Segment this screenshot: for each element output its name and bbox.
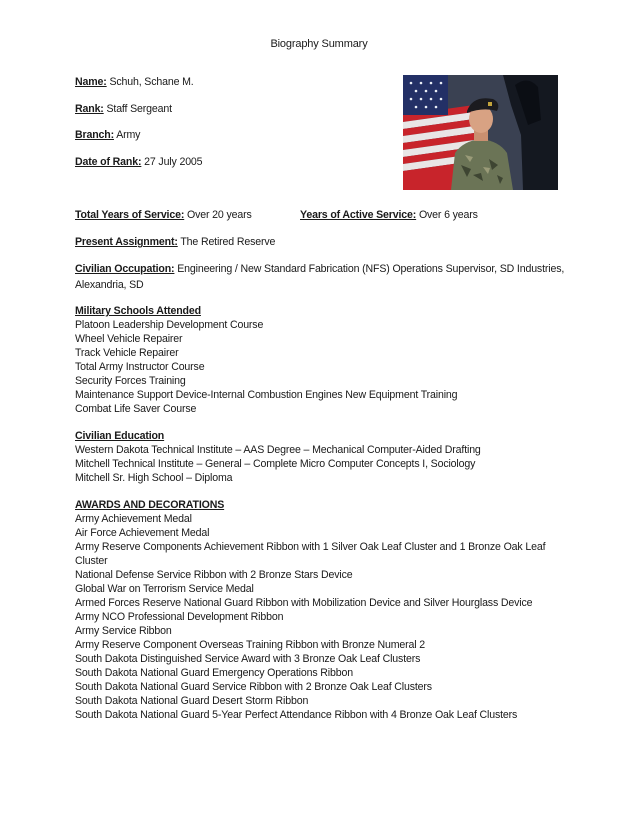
list-item: South Dakota Distinguished Service Award with 3 Bronze Oak Leaf Clusters xyxy=(75,653,421,665)
list-item: Army NCO Professional Development Ribbon xyxy=(75,611,284,623)
list-item: South Dakota National Guard Service Ribbon with 2 Bronze Oak Leaf Clusters xyxy=(75,681,432,693)
list-item: Track Vehicle Repairer xyxy=(75,347,179,359)
name-label: Name: xyxy=(75,76,107,88)
active-service-row xyxy=(300,209,478,221)
list-item: Army Reserve Components Achievement Ribbon with 1 Silver Oak Leaf Cluster and 1 Bronze Oak Leaf Cluster xyxy=(75,541,546,567)
civilian-occupation-label: Civilian Occupation: xyxy=(75,263,175,275)
active-service-value: Over 6 years xyxy=(418,209,478,221)
list-item: Global War on Terrorism Service Medal xyxy=(75,583,254,595)
list-item: Western Dakota Technical Institute – AAS Degree – Mechanical Computer-Aided Drafting xyxy=(75,444,481,456)
civilian-occupation-value: Engineering / New Standard Fabrication (NFS) Operations Supervisor, SD Industries, Alexandria, SD xyxy=(75,263,565,291)
rank-row xyxy=(75,103,172,115)
list-item: Wheel Vehicle Repairer xyxy=(75,333,183,345)
present-assignment-label: Present Assignment: xyxy=(75,236,178,248)
military-schools-heading: Military Schools Attended xyxy=(75,305,201,317)
total-service-label: Total Years of Service: xyxy=(75,209,185,221)
list-item: Army Achievement Medal xyxy=(75,513,192,525)
rank-label: Rank: xyxy=(75,103,104,115)
active-service-label: Years of Active Service: xyxy=(300,209,417,221)
list-item: Mitchell Sr. High School – Diploma xyxy=(75,472,233,484)
name-row xyxy=(75,76,194,88)
list-item: South Dakota National Guard Desert Storm Ribbon xyxy=(75,695,309,707)
portrait-photo xyxy=(403,75,558,190)
list-item: Mitchell Technical Institute – General – Complete Micro Computer Concepts I, Sociology xyxy=(75,458,476,470)
list-item: Total Army Instructor Course xyxy=(75,361,205,373)
branch-row xyxy=(75,129,140,141)
list-item: Security Forces Training xyxy=(75,375,186,387)
civilian-occupation-row xyxy=(75,261,575,293)
list-item: South Dakota National Guard Emergency Operations Ribbon xyxy=(75,667,353,679)
list-item: Combat Life Saver Course xyxy=(75,403,197,415)
rank-value: Staff Sergeant xyxy=(106,103,172,115)
list-item: Army Reserve Component Overseas Training Ribbon with Bronze Numeral 2 xyxy=(75,639,425,651)
date-of-rank-value: 27 July 2005 xyxy=(144,156,203,168)
document-title: Biography Summary xyxy=(270,38,368,50)
list-item: Maintenance Support Device-Internal Combustion Engines New Equipment Training xyxy=(75,389,458,401)
total-service-row xyxy=(75,209,252,221)
list-item: Armed Forces Reserve National Guard Ribbon with Mobilization Device and Silver Hourglass Device xyxy=(75,597,533,609)
name-value: Schuh, Schane M. xyxy=(109,76,194,88)
present-assignment-value: The Retired Reserve xyxy=(180,236,276,248)
awards-heading: AWARDS AND DECORATIONS xyxy=(75,499,225,511)
military-schools-list xyxy=(75,318,457,416)
list-item: National Defense Service Ribbon with 2 Bronze Stars Device xyxy=(75,569,353,581)
present-assignment-row xyxy=(75,236,275,248)
list-item: Air Force Achievement Medal xyxy=(75,527,210,539)
date-of-rank-row xyxy=(75,156,202,168)
list-item: Platoon Leadership Development Course xyxy=(75,319,264,331)
awards-list xyxy=(75,512,555,722)
list-item: Army Service Ribbon xyxy=(75,625,172,637)
civilian-education-list xyxy=(75,443,481,485)
date-of-rank-label: Date of Rank: xyxy=(75,156,142,168)
branch-value: Army xyxy=(116,129,141,141)
branch-label: Branch: xyxy=(75,129,114,141)
total-service-value: Over 20 years xyxy=(187,209,252,221)
civilian-education-heading: Civilian Education xyxy=(75,430,165,442)
list-item: South Dakota National Guard 5-Year Perfect Attendance Ribbon with 4 Bronze Oak Leaf Clusters xyxy=(75,709,518,721)
